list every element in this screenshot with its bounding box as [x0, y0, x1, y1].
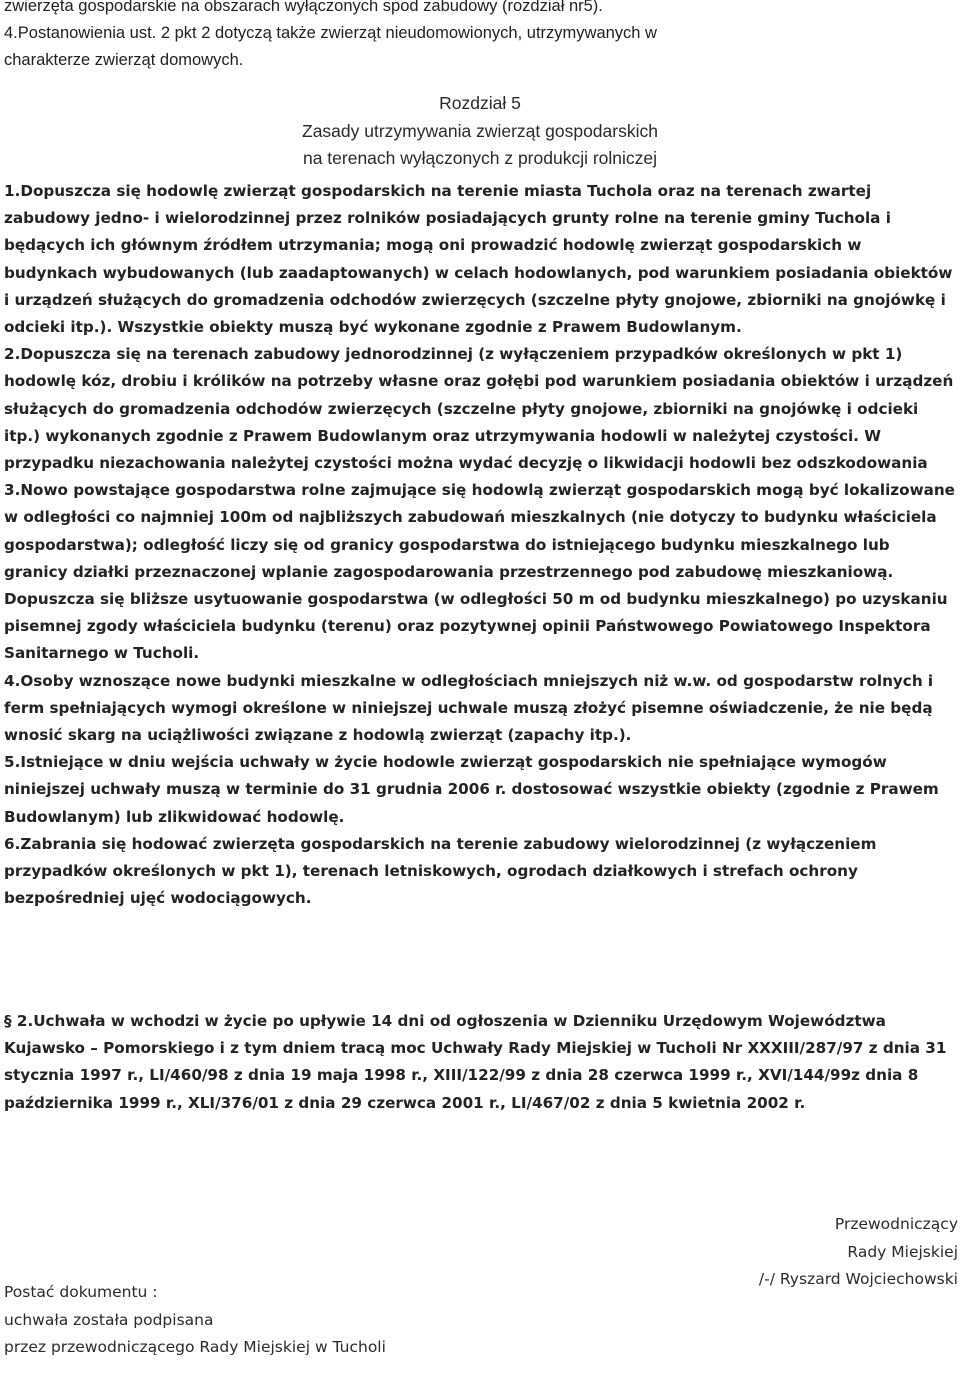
paragraph-6: 6.Zabrania się hodować zwierzęta gospodarskich na terenie zabudowy wielorodzinnej (z wyłączeniem przypadków określonych w pkt 1), terenach letniskowych, ogrodach działkowych i strefach ochrony bezpośredniej ujęć wodociągowych.	[4, 834, 877, 908]
paragraph-5: 5.Istniejące w dniu wejścia uchwały w życie hodowle zwierząt gospodarskich nie spełniające wymogów niniejszej uchwały muszą w terminie do 31 grudnia 2006 r. dostosować wszystkie obiekty (zgodnie z Prawem Budowlanym) lub zlikwidować hodowlę.	[4, 753, 939, 826]
signature-body: Rady Miejskiej	[847, 1242, 958, 1261]
intro-line-2: 4.Postanowienia ust. 2 pkt 2 dotyczą także zwierząt nieudomowionych, utrzymywanych w	[4, 24, 657, 42]
chapter-heading	[0, 90, 960, 173]
intro-line-3: charakterze zwierząt domowych.	[4, 51, 244, 69]
paragraph-4: 4.Osoby wznoszące nowe budynki mieszkalne w odległościach mniejszych niż w.w. od gospodarstw rolnych i ferm spełniających wymogi określone w niniejszej uchwale muszą złożyć pisemne oświadczenie, że nie będą wnosić skarg na uciążliwości związane z hodowlą zwierząt (zapachy itp.).	[4, 671, 934, 745]
signature-block	[759, 1211, 958, 1294]
document-form-note	[4, 1279, 386, 1362]
document-form-label: Postać dokumentu :	[4, 1283, 158, 1301]
paragraph-2: 2.Dopuszcza się na terenach zabudowy jednorodzinnej (z wyłączeniem przypadków określonych w pkt 1) hodowlę kóz, drobiu i królików na potrzeby własne oraz gołębi pod warunkiem posiadania obiektów i urządzeń służących do gromadzenia odchodów zwierzęcych (szczelne płyty gnojowe, zbiorniki na gnojówkę i odcieki itp.) wykonanych zgodnie z Prawem Budowlanym oraz utrzymywania hodowli w należytej czystości. W przypadku niezachowania należytej czystości można wydać decyzję o likwidacji hodowli bez odszkodowania	[4, 345, 954, 473]
chapter-title-line-2: na terenach wyłączonych z produkcji rolniczej	[302, 148, 658, 168]
chapter-title-line-1: Zasady utrzymywania zwierząt gospodarskich	[302, 120, 658, 141]
section-2	[4, 1008, 956, 1117]
intro-text	[4, 0, 954, 74]
chapter-number: Rozdział 5	[439, 93, 521, 113]
signature-role: Przewodniczący	[834, 1215, 958, 1233]
paragraph-1: 1.Dopuszcza się hodowlę zwierząt gospodarskich na terenie miasta Tuchola oraz na terenach zwartej zabudowy jedno- i wielorodzinnej przez rolników posiadających grunty rolne na terenie gminy Tuchola i będących ich głównym źródłem utrzymania; mogą oni prowadzić hodowlę zwierząt gospodarskich w budynkach wybudowanych (lub zaadaptowanych) w celach hodowlanych, pod warunkiem posiadania obiektów i urządzeń służących do gromadzenia odchodów zwierzęcych (szczelne płyty gnojowe, zbiorniki na gnojówkę i odcieki itp.). Wszystkie obiekty muszą być wykonane zgodnie z Prawem Budowlanym.	[4, 182, 953, 337]
intro-line-1: zwierzęta gospodarskie na obszarach wyłączonych spod zabudowy (rozdział nr5).	[4, 0, 603, 15]
signature-name: /-/ Ryszard Wojciechowski	[758, 1270, 958, 1288]
document-form-line-2: uchwała została podpisana	[4, 1310, 214, 1329]
document-form-line-3: przez przewodniczącego Rady Miejskiej w Tucholi	[4, 1338, 386, 1356]
paragraph-3: 3.Nowo powstające gospodarstwa rolne zajmujące się hodowlą zwierząt gospodarskich mogą być lokalizowane w odległości co najmniej 100m od najbliższych zabudowań mieszkalnych (nie dotyczy to budynku właściciela gospodarstwa); odległość liczy się od granicy gospodarstwa do istniejącego budynku mieszkalnego lub granicy działki przeznaczonej wplanie zagospodarowania przestrzennego pod zabudowę mieszkaniową. Dopuszcza się bliższe usytuowanie gospodarstwa (w odległości 50 m od budynku mieszkalnego) po uzyskaniu pisemnej zgody właściciela budynku (terenu) oraz pozytywnej opinii Państwowego Powiatowego Inspektora Sanitarnego w Tucholi.	[4, 481, 955, 663]
chapter-body	[4, 178, 956, 912]
section-2-text: § 2.Uchwała w wchodzi w życie po upływie 14 dni od ogłoszenia w Dzienniku Urzędowym Województwa Kujawsko – Pomorskiego i z tym dniem tracą moc Uchwały Rady Miejskiej w Tucholi Nr XXXIII/287/97 z dnia 31 stycznia 1997 r., LI/460/98 z dnia 19 maja 1998 r., XIII/122/99 z dnia 28 czerwca 1999 r., XVI/144/99z dnia 8 października 1999 r., XLI/376/01 z dnia 29 czerwca 2001 r., LI/467/02 z dnia 5 kwietnia 2002 r.	[4, 1012, 947, 1112]
